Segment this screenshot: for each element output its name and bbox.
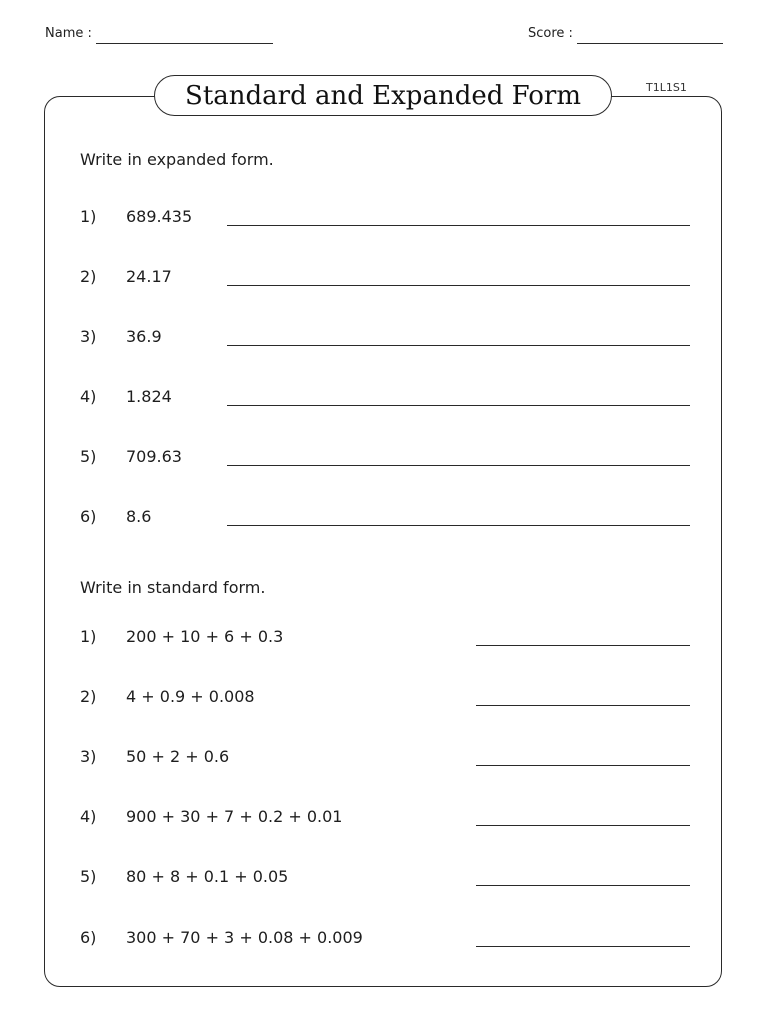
item-number: 3) [80,327,97,346]
name-field-line[interactable] [96,43,273,44]
item-number: 3) [80,747,97,766]
item-number: 5) [80,447,97,466]
item-number: 6) [80,928,97,947]
answer-line[interactable] [227,525,690,526]
expanded-instruction: Write in expanded form. [80,150,274,169]
worksheet-title: Standard and Expanded Form [154,75,612,116]
name-label: Name : [45,26,92,41]
worksheet-code: T1L1S1 [646,81,687,94]
expanded-item-4 [80,385,692,409]
expanded-item-2 [80,265,692,289]
answer-line[interactable] [476,645,690,646]
item-number: 2) [80,687,97,706]
answer-line[interactable] [227,465,690,466]
standard-item-5 [80,865,692,889]
standard-item-4 [80,805,692,829]
item-number: 5) [80,867,97,886]
answer-line[interactable] [227,225,690,226]
score-label: Score : [528,26,573,41]
standard-item-6 [80,926,692,950]
item-number: 2) [80,267,97,286]
standard-item-1 [80,625,692,649]
item-value: 300 + 70 + 3 + 0.08 + 0.009 [126,928,363,947]
answer-line[interactable] [227,345,690,346]
item-value: 50 + 2 + 0.6 [126,747,230,766]
answer-line[interactable] [227,285,690,286]
item-value: 8.6 [126,507,152,526]
item-value: 709.63 [126,447,182,466]
answer-line[interactable] [476,705,690,706]
standard-item-2 [80,685,692,709]
answer-line[interactable] [227,405,690,406]
item-value: 689.435 [126,207,193,226]
standard-instruction: Write in standard form. [80,578,266,597]
item-number: 1) [80,207,97,226]
item-value: 4 + 0.9 + 0.008 [126,687,255,706]
expanded-item-5 [80,445,692,469]
item-value: 80 + 8 + 0.1 + 0.05 [126,867,289,886]
answer-line[interactable] [476,885,690,886]
standard-item-3 [80,745,692,769]
expanded-item-1 [80,205,692,229]
answer-line[interactable] [476,765,690,766]
score-field-line[interactable] [577,43,723,44]
answer-line[interactable] [476,946,690,947]
item-number: 4) [80,807,97,826]
item-value: 900 + 30 + 7 + 0.2 + 0.01 [126,807,343,826]
item-value: 200 + 10 + 6 + 0.3 [126,627,284,646]
item-value: 36.9 [126,327,162,346]
worksheet-frame [44,96,722,987]
expanded-item-6 [80,505,692,529]
expanded-item-3 [80,325,692,349]
item-number: 4) [80,387,97,406]
item-value: 24.17 [126,267,172,286]
item-number: 6) [80,507,97,526]
item-value: 1.824 [126,387,172,406]
answer-line[interactable] [476,825,690,826]
item-number: 1) [80,627,97,646]
